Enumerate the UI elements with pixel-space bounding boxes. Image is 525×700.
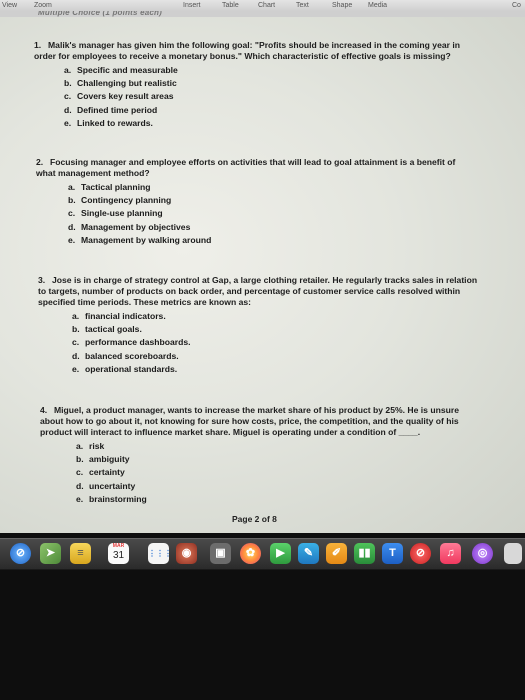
toolbar-text[interactable]: Text (296, 2, 309, 9)
calendar-month: MAR (112, 543, 125, 549)
toolbar-table[interactable]: Table (222, 2, 239, 9)
option-a: a. financial indicators. (72, 311, 166, 321)
toolbar-media[interactable]: Media (368, 2, 388, 9)
question-text (40, 405, 480, 438)
app-toolbar (0, 0, 525, 11)
question-text (36, 157, 476, 179)
option-list (72, 310, 478, 376)
facetime-icon[interactable]: ▶ (270, 543, 291, 564)
question-number: 1. (34, 40, 42, 50)
messages-icon[interactable]: ✎ (298, 543, 319, 564)
preview-icon[interactable]: ▣ (210, 543, 231, 564)
question-number: 3. (38, 275, 46, 285)
music-icon[interactable]: ♫ (440, 543, 461, 564)
option-a: a. Tactical planning (68, 182, 151, 192)
toolbar-comment[interactable]: Co (512, 2, 521, 9)
option-d: d. Management by objectives (68, 221, 191, 232)
question-4 (40, 405, 480, 506)
toolbar-zoom[interactable]: Zoom (34, 2, 52, 9)
option-list (68, 181, 476, 247)
option-e: e. brainstorming (76, 493, 147, 504)
maps-icon[interactable]: ➤ (40, 543, 61, 564)
option-d: d. Defined time period (64, 104, 158, 115)
news-icon[interactable]: ⊘ (410, 543, 431, 564)
section-header-text: Multiple Choice (1 points each) (38, 11, 162, 17)
option-a: a. risk (76, 441, 105, 451)
app-icon-partial[interactable] (504, 543, 522, 564)
calendar-icon[interactable] (108, 543, 129, 564)
option-b: b. Challenging but realistic (64, 78, 177, 89)
option-e: e. operational standards. (72, 363, 178, 374)
question-2 (36, 157, 476, 247)
option-b: b. tactical goals. (72, 324, 142, 335)
question-text (34, 40, 484, 62)
question-body: Focusing manager and employee efforts on activities that will lead to goal attainment is a benefit of what management method? (36, 157, 456, 178)
question-body: Miguel, a product manager, wants to increase the market share of his product by 25%. He is unsure about how to go about it, not knowing for sure how costs, price, the competition, and the quality of his product will interact to influence market share. Miguel is operating under a condition of ____. (40, 405, 459, 437)
option-e: e. Linked to rewards. (64, 117, 153, 128)
photo-booth-icon[interactable]: ◉ (176, 543, 197, 564)
option-d: d. balanced scoreboards. (72, 350, 179, 361)
toolbar-shape[interactable]: Shape (332, 2, 353, 9)
question-number: 2. (36, 157, 44, 167)
question-3 (38, 275, 478, 376)
reminders-icon[interactable]: ⋮⋮⋮ (148, 543, 169, 564)
dock (0, 538, 525, 570)
option-d: d. uncertainty (76, 480, 136, 491)
question-1 (34, 40, 484, 130)
option-c: c. Covers key result areas (64, 91, 174, 102)
option-c: c. Single-use planning (68, 208, 163, 219)
option-list (64, 64, 484, 130)
pages-icon[interactable]: ✐ (326, 543, 347, 564)
toolbar-insert[interactable]: Insert (183, 2, 201, 9)
safari-icon[interactable]: ⊘ (10, 543, 31, 564)
option-a: a. Specific and measurable (64, 65, 178, 75)
toolbar-view[interactable]: View (2, 2, 18, 9)
keynote-icon[interactable]: T (382, 543, 403, 564)
toolbar-chart[interactable]: Chart (258, 2, 276, 9)
option-b: b. Contingency planning (68, 195, 172, 206)
document-page (0, 17, 525, 533)
calendar-day: 31 (112, 550, 125, 561)
option-c: c. certainty (76, 467, 125, 478)
option-c: c. performance dashboards. (72, 337, 191, 348)
question-number: 4. (40, 405, 48, 415)
option-e: e. Management by walking around (68, 234, 212, 245)
notes-icon[interactable]: ≡ (70, 543, 91, 564)
numbers-icon[interactable]: ▮▮ (354, 543, 375, 564)
podcasts-icon[interactable]: ◎ (472, 543, 493, 564)
question-body: Malik's manager has given him the following goal: "Profits should be increased in the coming year in order for employees to receive a monetary bonus." Which characteristic of effective goals is missing? (34, 40, 461, 61)
photos-icon[interactable]: ✿ (240, 543, 261, 564)
page-indicator: Page 2 of 8 (232, 514, 277, 524)
question-text (38, 275, 478, 308)
question-body: Jose is in charge of strategy control at Gap, a large clothing retailer. He regularly tracks sales in relation to targets, number of products on back order, and percentage of customer service calls resolved within specified time periods. These metrics are known as: (38, 275, 478, 307)
option-list (76, 440, 480, 506)
option-b: b. ambiguity (76, 454, 130, 465)
